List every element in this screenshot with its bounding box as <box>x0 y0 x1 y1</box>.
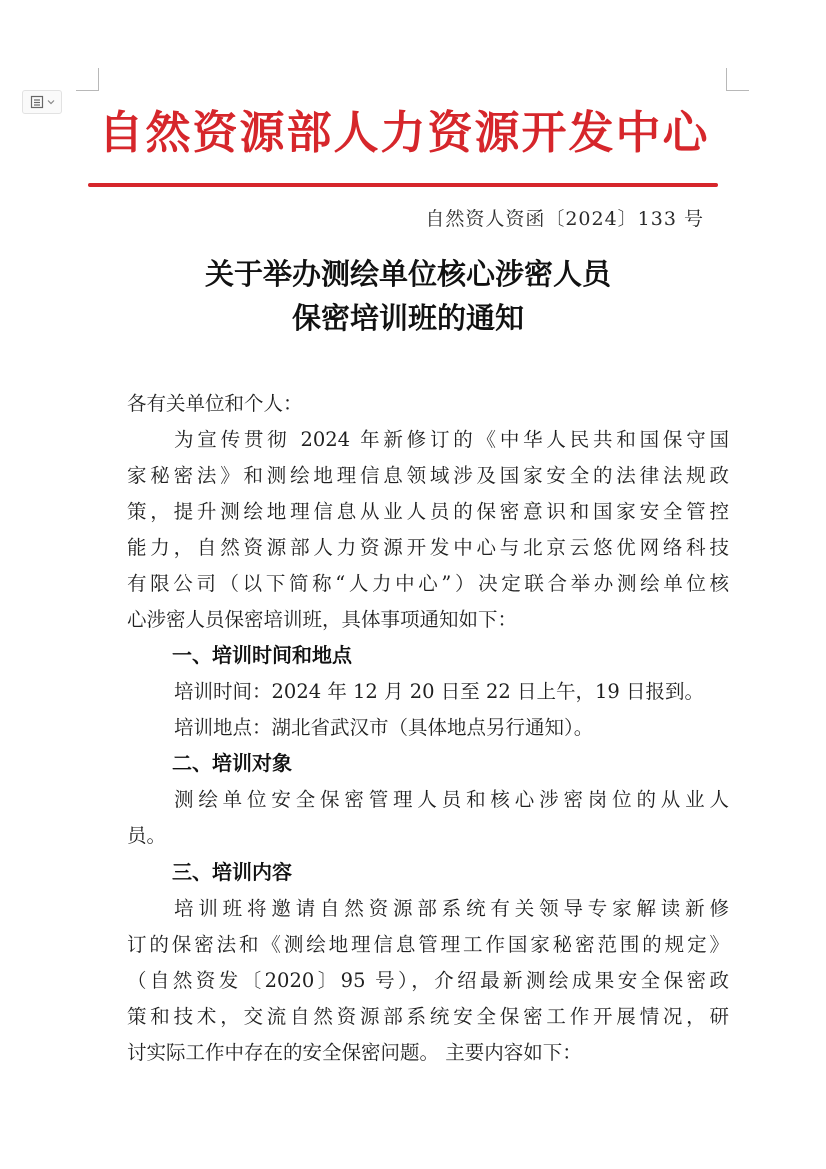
intro-line: 策，提升测绘地理信息从业人员的保密意识和国家安全管控 <box>127 500 729 523</box>
audience-line: 员。 <box>127 824 167 847</box>
content-line: 订的保密法和《测绘地理信息管理工作国家秘密范围的规定》 <box>127 933 729 956</box>
salutation: 各有关单位和个人： <box>127 392 303 415</box>
document-number: 自然资人资函〔2024〕133 号 <box>425 208 704 230</box>
document-title <box>90 252 726 340</box>
chevron-down-icon <box>47 98 55 106</box>
training-time: 培训时间：2024 年 12 月 20 日至 22 日上午，19 日报到。 <box>174 680 704 703</box>
title-line-2: 保密培训班的通知 <box>291 301 524 335</box>
training-place: 培训地点：湖北省武汉市（具体地点另行通知）。 <box>174 716 594 739</box>
title-line-1: 关于举办测绘单位核心涉密人员 <box>204 257 611 291</box>
content-line: （自然资发〔2020〕95 号），介绍最新测绘成果安全保密政 <box>127 969 729 992</box>
section-heading-audience: 二、培训对象 <box>172 753 292 775</box>
content-line: 策和技术，交流自然资源部系统安全保密工作开展情况，研 <box>127 1005 729 1028</box>
intro-line: 能力，自然资源部人力资源开发中心与北京云悠优网络科技 <box>127 536 729 559</box>
section-heading-time-place: 一、培训时间和地点 <box>172 645 352 667</box>
letterhead-divider <box>88 183 718 187</box>
document-view-icon <box>30 95 44 109</box>
intro-line: 心涉密人员保密培训班，具体事项通知如下： <box>127 608 518 631</box>
intro-line: 有限公司（以下简称“人力中心”）决定联合举办测绘单位核 <box>127 572 729 595</box>
page-corner-mark-top-right <box>726 68 749 91</box>
section-heading-content: 三、培训内容 <box>172 862 292 884</box>
content-line: 讨实际工作中存在的安全保密问题。 主要内容如下： <box>127 1041 582 1064</box>
page-corner-mark-top-left <box>76 68 99 91</box>
view-mode-button[interactable] <box>22 90 62 114</box>
content-line: 培训班将邀请自然资源部系统有关领导专家解读新修 <box>174 897 729 920</box>
intro-line: 为宣传贯彻 2024 年新修订的《中华人民共和国保守国 <box>174 428 729 451</box>
letterhead-org-name: 自然资源部人力资源开发中心 <box>98 106 710 159</box>
audience-line: 测绘单位安全保密管理人员和核心涉密岗位的从业人 <box>174 788 729 811</box>
intro-line: 家秘密法》和测绘地理信息领域涉及国家安全的法律法规政 <box>127 464 729 487</box>
